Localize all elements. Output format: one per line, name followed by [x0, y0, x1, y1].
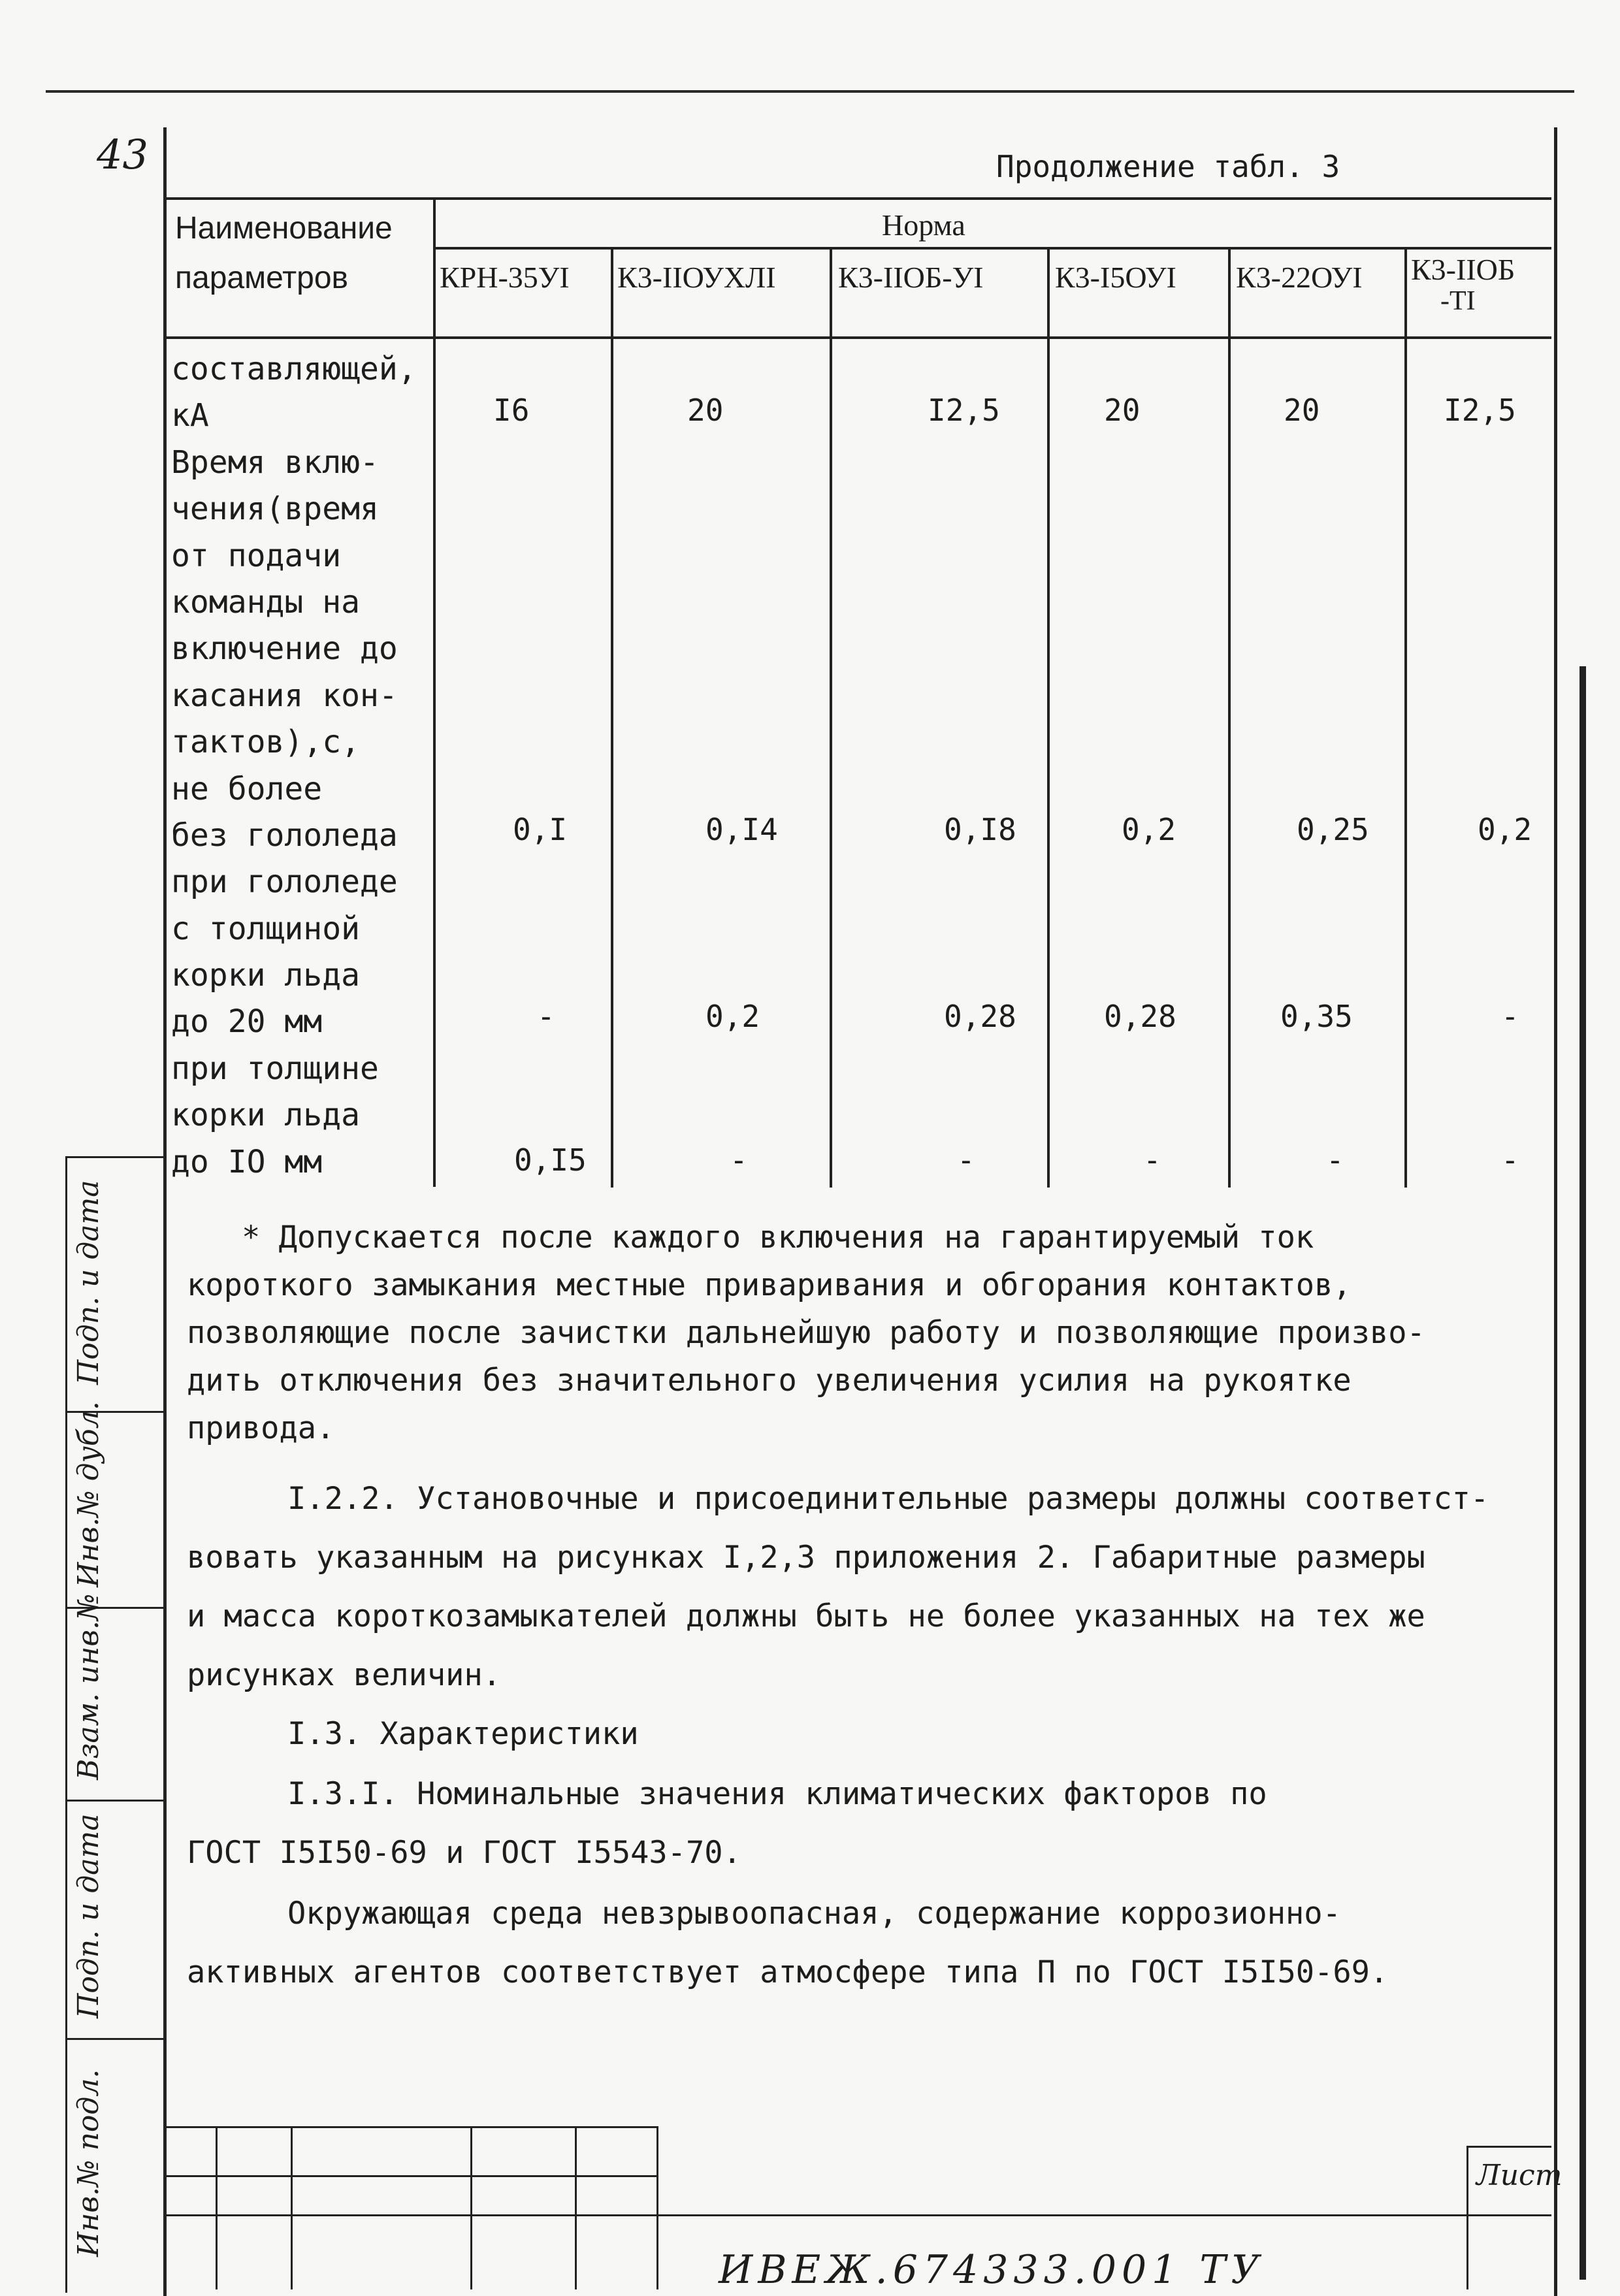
cell-time-noice-k3-110b: 0,I8 — [944, 812, 1016, 847]
cell-time-ice10-k3-150: - — [1143, 1142, 1161, 1178]
cell-current-k3-110b-t1: I2,5 — [1444, 393, 1516, 428]
header-norm: Норма — [882, 208, 965, 242]
param-line: корки льда — [171, 1097, 360, 1134]
clause-1-2-2-line-4: рисунках величин. — [187, 1657, 502, 1693]
param-line: при гололеде — [171, 864, 398, 901]
clause-1-2-2-line-2: вовать указанным на рисунках I,2,3 приложения 2. Габаритные размеры — [187, 1540, 1425, 1576]
param-line: чения(время — [171, 491, 379, 528]
col-divider-2 — [611, 247, 613, 1188]
param-line: до 20 мм — [171, 1003, 323, 1041]
col-divider-5 — [1228, 247, 1231, 1188]
cell-time-ice20-krn35: - — [537, 999, 555, 1034]
sidebar-divider — [65, 1800, 163, 1802]
stamp-col — [291, 2126, 293, 2289]
page-number: 43 — [97, 131, 148, 178]
cell-time-ice20-k3-150: 0,28 — [1104, 999, 1176, 1034]
binding-edge — [1580, 666, 1586, 2280]
cell-time-noice-k3-110uhl: 0,I4 — [705, 812, 778, 847]
param-line: при толщине — [171, 1050, 379, 1087]
col-header-k3-110uhl: К3-IIОУХЛI — [617, 261, 776, 294]
sidebar-label-orig-inv: Инв.№ подл. — [72, 2069, 105, 2257]
sidebar-edge — [65, 1156, 67, 2293]
param-line: не более — [171, 770, 323, 807]
footnote-line-5: привода. — [187, 1410, 335, 1446]
cell-time-noice-krn35: 0,I — [513, 812, 568, 847]
cell-time-ice10-k3-220: - — [1326, 1142, 1344, 1178]
sidebar-label-dup-inv: Инв.№ дубл. — [72, 1401, 105, 1587]
table-top-line — [167, 197, 1551, 200]
cell-time-noice-k3-220: 0,25 — [1297, 812, 1369, 847]
sidebar-divider — [65, 2038, 163, 2040]
cell-time-ice20-k3-220: 0,35 — [1280, 999, 1353, 1034]
param-line: от подачи — [171, 537, 342, 574]
clause-1-2-2-line-1: I.2.2. Установочные и присоединительные размеры должны соответст- — [287, 1481, 1489, 1517]
sidebar-label-replace-inv: Взам. инв.№ — [72, 1593, 105, 1780]
footnote-line-1: * Допускается после каждого включения на гарантируемый ток — [242, 1220, 1314, 1255]
norm-sub-line — [434, 247, 1551, 250]
col-header-k3-150: К3-I5ОУI — [1055, 261, 1176, 294]
top-rule — [46, 90, 1574, 93]
param-line: касания кон- — [171, 677, 398, 714]
sheet-label: Лист — [1476, 2159, 1563, 2192]
cell-time-ice20-k3-110b-t1: - — [1501, 999, 1519, 1034]
cell-current-k3-150: 20 — [1104, 393, 1141, 428]
sidebar-label-sign-date: Подп. и дата — [72, 1180, 105, 1385]
environment-line-2: активных агентов соответствует атмосфере типа П по ГОСТ I5I50-69. — [187, 1954, 1389, 1990]
col-divider-6 — [1404, 247, 1407, 1188]
cell-current-krn35: I6 — [493, 393, 530, 428]
param-line: составляющей, — [171, 351, 417, 387]
stamp-line — [1466, 2146, 1551, 2148]
param-line: тактов),с, — [171, 724, 360, 761]
cell-current-k3-110uhl: 20 — [687, 393, 724, 428]
stamp-col — [1466, 2146, 1468, 2289]
environment-line-1: Окружающая среда невзрывоопасная, содержание коррозионно- — [287, 1896, 1341, 1932]
cell-time-ice20-k3-110b: 0,28 — [944, 999, 1016, 1034]
clause-1-2-2-line-3: и масса короткозамыкателей должны быть не более указанных на тех же — [187, 1598, 1425, 1634]
param-line: кА — [171, 397, 209, 434]
param-line: корки льда — [171, 957, 360, 994]
param-line: до IO мм — [171, 1143, 323, 1180]
col-header-k3-110b-t1-a: К3-IIОБ — [1411, 253, 1515, 286]
col-divider-1 — [433, 197, 436, 1187]
header-bottom-line — [167, 336, 1551, 339]
col-divider-4 — [1047, 247, 1050, 1188]
cell-time-noice-k3-110b-t1: 0,2 — [1478, 812, 1532, 847]
stamp-line — [167, 2126, 656, 2128]
col-divider-3 — [830, 247, 832, 1188]
param-line: включение до — [171, 630, 398, 668]
footnote-line-3: позволяющие после зачистки дальнейшую работу и позволяющие произво- — [187, 1315, 1425, 1351]
header-param-label-1: Наименование — [175, 211, 393, 246]
col-header-k3-220: К3-22ОУI — [1236, 261, 1363, 294]
cell-time-ice10-krn35: 0,I5 — [514, 1142, 587, 1178]
param-line: с толщиной — [171, 910, 360, 947]
clause-1-3-1-line-2: ГОСТ I5I50-69 и ГОСТ I5543-70. — [187, 1835, 741, 1871]
clause-1-3-1-line-1: I.3.I. Номинальные значения климатических факторов по — [287, 1776, 1267, 1812]
document-code: ИВЕЖ.674333.001 ТУ — [719, 2247, 1265, 2293]
stamp-line — [167, 2214, 1551, 2216]
sidebar-label-sign-date-2: Подп. и дата — [72, 1813, 105, 2018]
sidebar-divider — [65, 1156, 163, 1158]
header-param-label-2: параметров — [175, 261, 349, 295]
cell-time-ice10-k3-110b-t1: - — [1501, 1142, 1519, 1178]
stamp-col — [470, 2126, 472, 2289]
param-line: команды на — [171, 583, 360, 621]
cell-current-k3-220: 20 — [1284, 393, 1320, 428]
stamp-col — [656, 2126, 658, 2289]
cell-time-ice10-k3-110b: - — [957, 1142, 975, 1178]
col-header-k3-110b: К3-IIОБ-УI — [838, 261, 984, 294]
col-header-krn35: КРН-35УI — [440, 261, 570, 294]
stamp-col — [216, 2126, 218, 2289]
cell-time-ice10-k3-110uhl: - — [730, 1142, 748, 1178]
param-line: без гололеда — [171, 817, 398, 854]
stamp-line — [167, 2175, 656, 2177]
stamp-col — [575, 2126, 577, 2289]
table-continuation-label: Продолжение табл. 3 — [996, 149, 1340, 184]
cell-current-k3-110b: I2,5 — [928, 393, 1000, 428]
param-line: Время вклю- — [171, 444, 379, 481]
cell-time-noice-k3-150: 0,2 — [1122, 812, 1176, 847]
cell-time-ice20-k3-110uhl: 0,2 — [705, 999, 760, 1034]
col-header-k3-110b-t1-b: -TI — [1440, 286, 1476, 316]
footnote-line-4: дить отключения без значительного увеличения усилия на рукоятке — [187, 1363, 1352, 1399]
footnote-line-2: короткого замыкания местные приваривания и обгорания контактов, — [187, 1267, 1352, 1303]
param-names — [171, 346, 417, 1186]
section-1-3-heading: I.3. Характеристики — [287, 1716, 639, 1752]
